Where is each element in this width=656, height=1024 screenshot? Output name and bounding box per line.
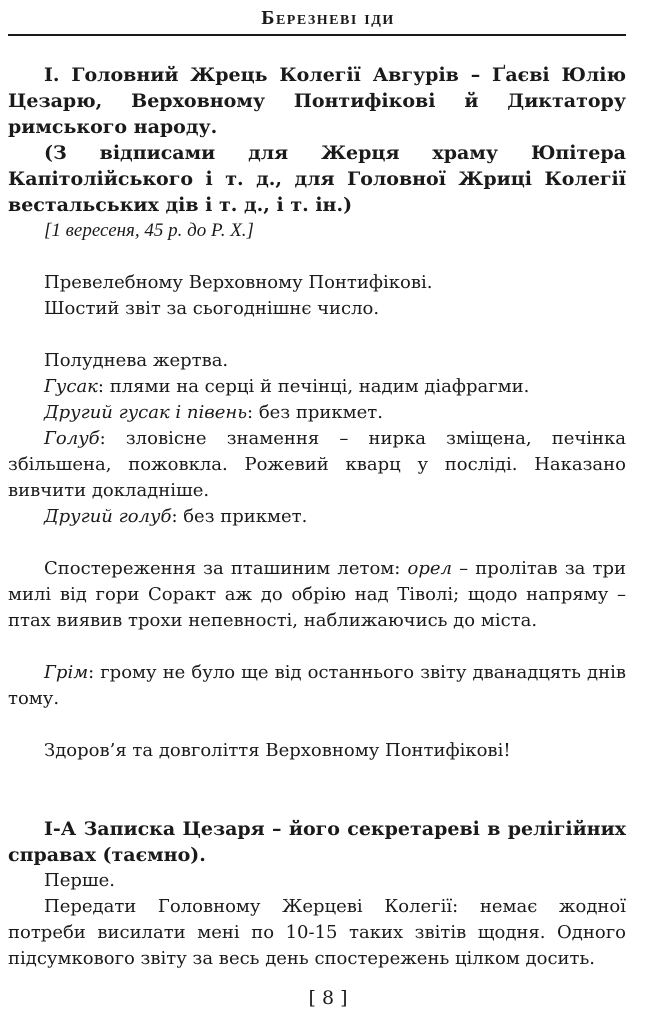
- letter-heading: I. Головний Жрець Колегії Авгурів – Ґаєві Юлію Цезарю, Верховному Понтифікові й Диктатору римського народу.: [8, 64, 626, 138]
- goose2-label: Другий гусак і півень: [44, 402, 248, 423]
- header-rule: [8, 34, 626, 36]
- goose-label: Гусак: [44, 376, 98, 397]
- closing-line: Здоров’я та довголіття Верховному Понтифікові!: [44, 740, 511, 761]
- eagle-label: орел: [407, 558, 453, 579]
- birds-entry: [8, 556, 626, 634]
- spacer: [8, 322, 626, 348]
- thunder-entry: [8, 660, 626, 712]
- birds-text: – пролітав за три милі від гори Соракт аж до обрію над Тіволі; щодо напряму – птах виявив трохи непевності, наближаючись до міста.: [8, 558, 626, 631]
- spacer: [8, 530, 626, 556]
- note-first: Перше.: [44, 870, 115, 891]
- letter-dateline: [1 вересеня, 45 р. до Р. Х.]: [44, 220, 254, 241]
- spacer: [8, 634, 626, 660]
- salutation: Превелебному Верховному Понтифікові.: [44, 272, 433, 293]
- thunder-label: Грім: [44, 662, 89, 683]
- dove-label: Голуб: [44, 428, 100, 449]
- dove2-entry: [8, 504, 626, 530]
- report-line: Шостий звіт за сьогоднішнє число.: [44, 298, 380, 319]
- sacrifice-title: Полуднева жертва.: [44, 350, 229, 371]
- page-body: [8, 62, 626, 972]
- birds-intro: Спостереження за пташиним летом:: [44, 558, 408, 579]
- dove-text: : зловісне знамення – нирка зміщена, печінка збільшена, пожовкла. Рожевий кварц у посліді. Наказано вивчити докладніше.: [8, 428, 626, 501]
- note-heading: I-А Записка Цезаря – його секретареві в релігійних справах (таємно).: [8, 818, 626, 866]
- dove2-label: Другий голуб: [44, 506, 172, 527]
- spacer: [8, 244, 626, 270]
- letter-subheading: (З відписами для Жерця храму Юпітера Капітолійського і т. д., для Головної Жриці Колегії вестальських дів і т. д., і т. ін.): [8, 142, 626, 216]
- running-head: Березневі іди: [261, 7, 395, 29]
- thunder-text: : грому не було ще від останнього звіту дванадцять днів тому.: [8, 662, 626, 709]
- dove-entry: [8, 426, 626, 504]
- page-number: [ 8 ]: [308, 987, 348, 1009]
- note-body: Передати Головному Жерцеві Колегії: немає жодної потреби висилати мені по 10-15 таких звітів щодня. Одного підсумкового звіту за весь день спостережень цілком досить.: [8, 896, 626, 969]
- goose-text: : плями на серці й печінці, надим діафрагми.: [97, 376, 530, 397]
- spacer: [8, 712, 626, 738]
- goose2-entry: [8, 400, 626, 426]
- dove2-text: : без прикмет.: [171, 506, 308, 527]
- spacer: [8, 764, 626, 816]
- goose-entry: [8, 374, 626, 400]
- goose2-text: : без прикмет.: [247, 402, 383, 423]
